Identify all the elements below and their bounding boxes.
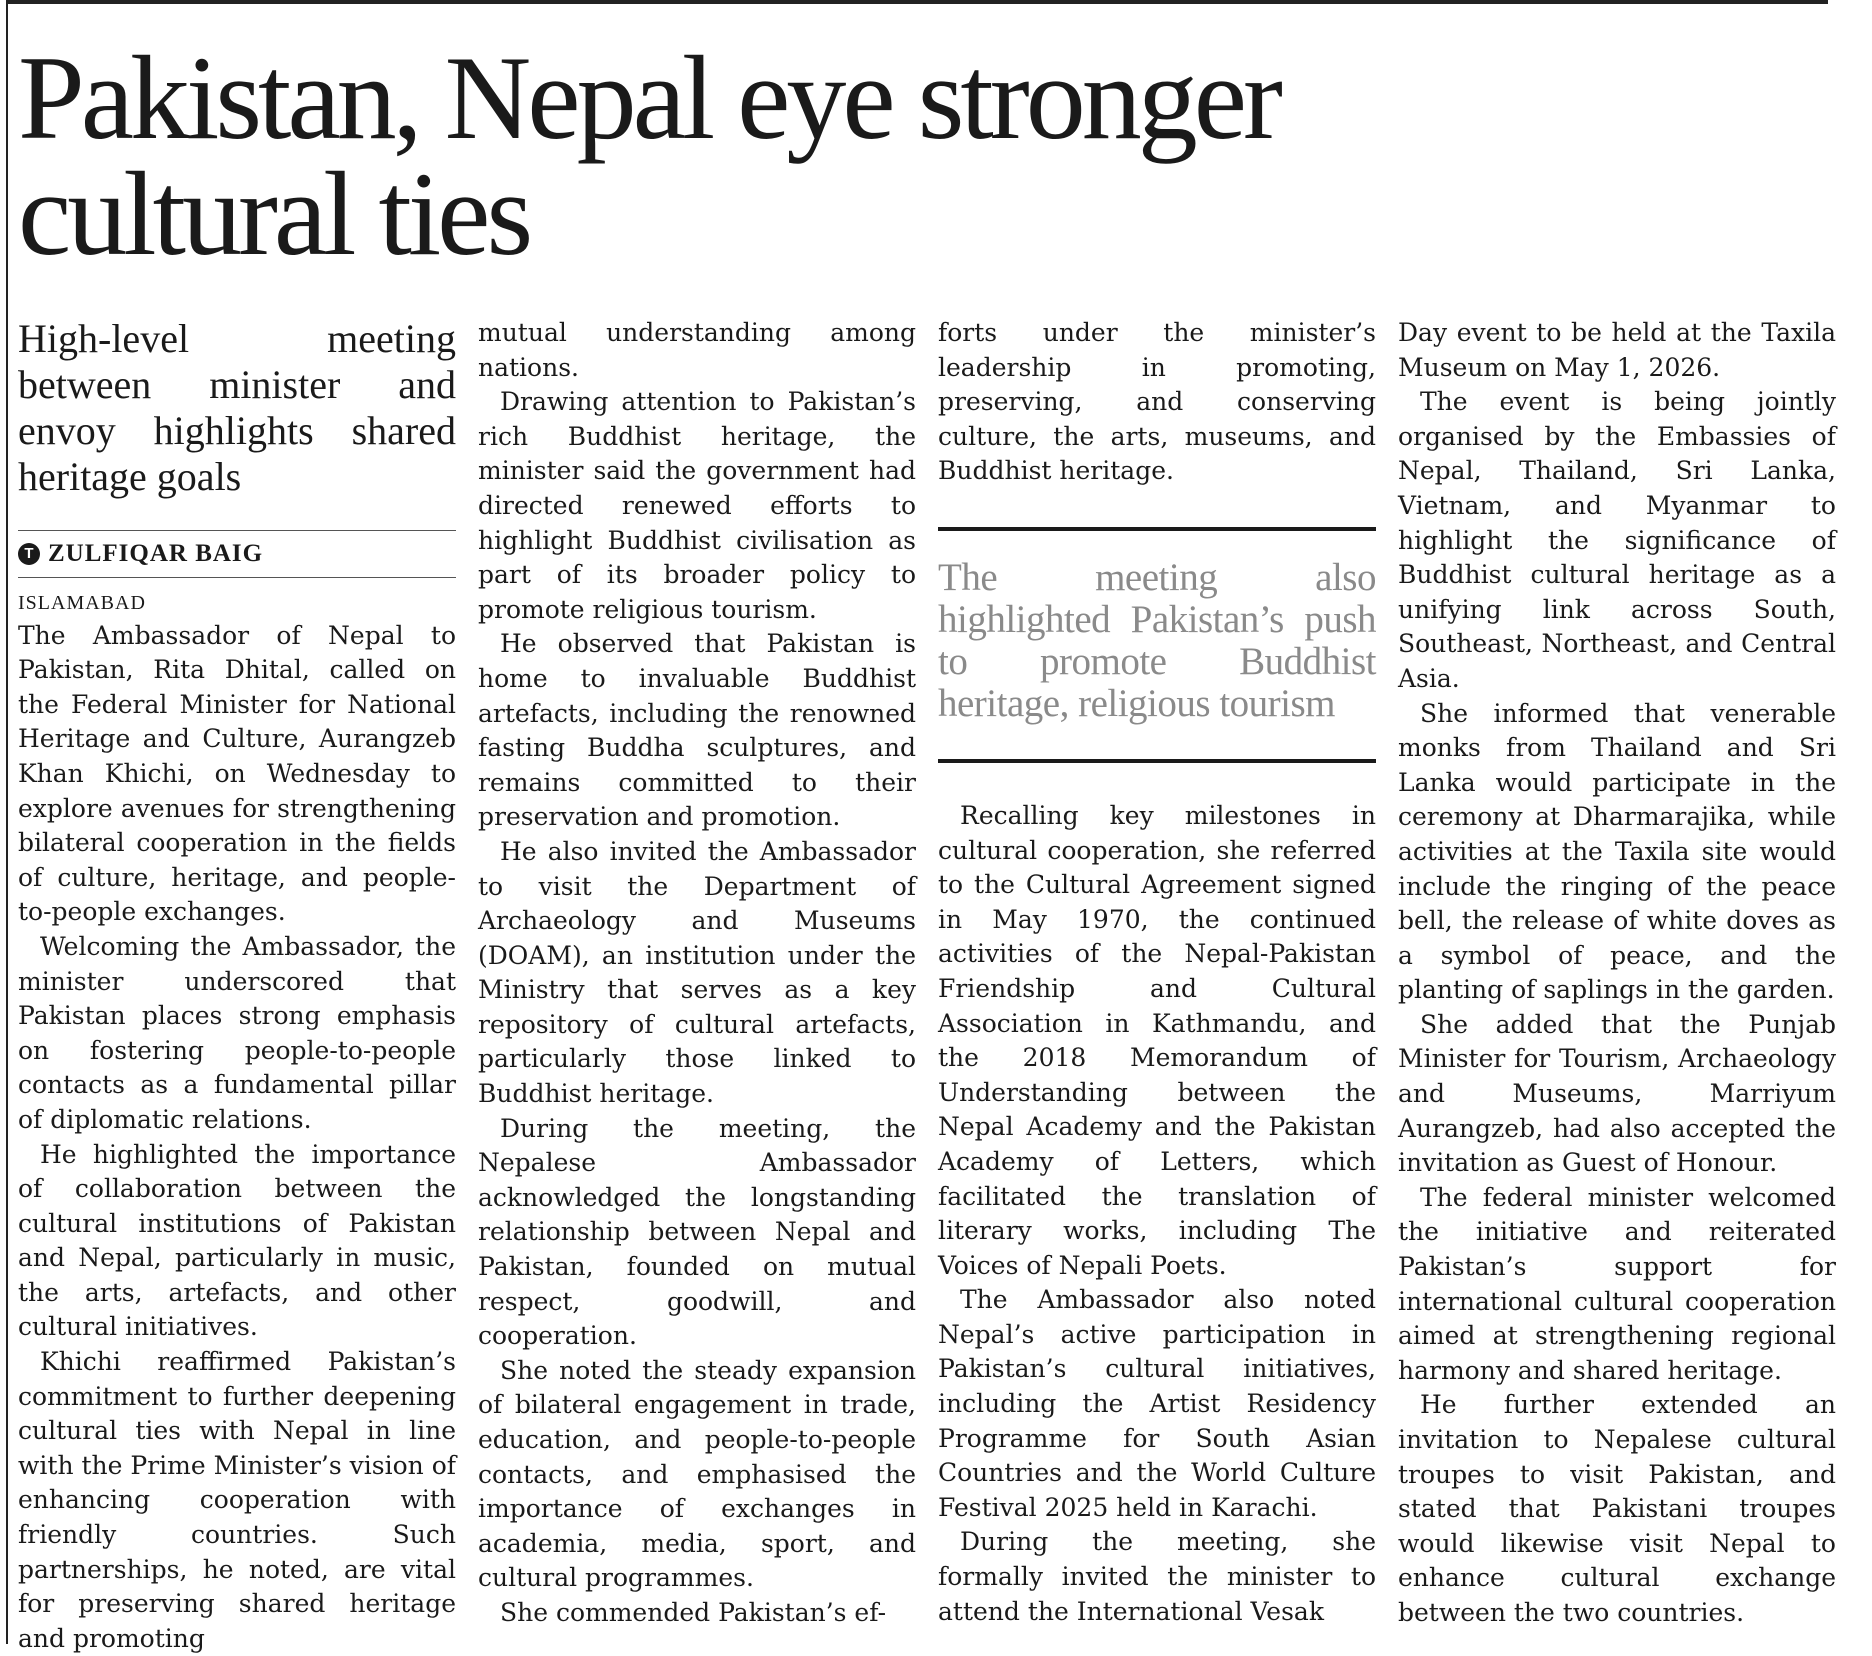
paragraph: Welcoming the Ambassador, the minister underscored that Pakistan places strong emphasis on fostering people-to-people contacts as a fundamental pillar of diplomatic relations.	[18, 931, 456, 1134]
paragraph: She added that the Punjab Minister for Tourism, Archaeology and Museums, Marriyum Aurangzeb, had also accepted the invitation as Guest of Honour.	[1398, 1009, 1836, 1178]
paragraph: The federal minister welcomed the initiative and reiterated Pakistan’s support for international cultural cooperation aimed at strengthening regional harmony and shared heritage.	[1398, 1182, 1836, 1385]
paragraph: Khichi reaffirmed Pakistan’s commitment to further deepening cultural ties with Nepal in line with the Prime Minister’s vision of enhancing cooperation with friendly countries. Such partnerships, he noted, are vital for preserving shared heritage and promoting	[18, 1347, 456, 1653]
paragraph: He observed that Pakistan is home to invaluable Buddhist artefacts, including the renowned fasting Buddha sculptures, and remains committed to their preservation and promotion.	[478, 629, 916, 832]
headline-line-1: Pakistan, Nepal eye stronger	[18, 31, 1279, 164]
byline: ZULFIQAR BAIG	[48, 540, 264, 567]
paragraph: mutual understanding among nations.	[478, 318, 916, 382]
paragraph: The Ambassador of Nepal to Pakistan, Rita Dhital, called on the Federal Minister for National Heritage and Culture, Aurangzeb Khan Khichi, on Wednesday to explore avenues for strengthening bilateral cooperation in the fields of culture, heritage, and people-to-people exchanges.	[18, 620, 456, 927]
column-3	[938, 316, 1376, 1626]
pull-quote-text: The meeting also highlighted Pakistan’s push to promote Buddhist heritage, religious tourism	[938, 555, 1376, 725]
column-4	[1398, 316, 1836, 1627]
dateline: ISLAMABAD	[18, 592, 146, 614]
byline-row	[18, 530, 456, 569]
column-1	[18, 316, 456, 1653]
paragraph: During the meeting, she formally invited the minister to attend the International Vesak	[938, 1527, 1376, 1626]
paragraph: Day event to be held at the Taxila Museum on May 1, 2026.	[1398, 318, 1836, 382]
dateline-row	[18, 577, 456, 619]
column-2	[478, 316, 916, 1627]
headline-line-2: cultural ties	[18, 147, 530, 280]
page-frame-left-rule	[6, 0, 8, 1644]
headline	[18, 31, 1818, 280]
page-top-rule	[6, 0, 1828, 4]
paragraph: Recalling key milestones in cultural cooperation, she referred to the Cultural Agreement signed in May 1970, the continued activities of the Nepal-Pakistan Friendship and Cultural Association in Kathmandu, and the 2018 Memorandum of Understanding between the Nepal Academy and the Pakistan Academy of Letters, which facilitated the translation of literary works, including The Voices of Nepali Poets.	[938, 800, 1376, 1280]
pull-quote	[938, 527, 1376, 763]
article-body	[18, 316, 1836, 1653]
paragraph: During the meeting, the Nepalese Ambassador acknowledged the longstanding relationship between Nepal and Pakistan, founded on mutual respect, goodwill, and cooperation.	[478, 1113, 916, 1351]
paragraph: He highlighted the importance of collaboration between the cultural institutions of Pakistan and Nepal, particularly in music, the arts, artefacts, and other cultural initiatives.	[18, 1139, 456, 1342]
paragraph: forts under the minister’s leadership in promoting, preserving, and conserving culture, the arts, museums, and Buddhist heritage.	[938, 318, 1376, 486]
paragraph: The event is being jointly organised by the Embassies of Nepal, Thailand, Sri Lanka, Vietnam, and Myanmar to highlight the significance of Buddhist cultural heritage as a unifying link across South, Southeast, Northeast, and Central Asia.	[1398, 387, 1836, 693]
paragraph: She noted the steady expansion of bilateral engagement in trade, education, and people-to-people contacts, and emphasised the importance of exchanges in academia, media, sport, and cultural programmes.	[478, 1355, 916, 1593]
paragraph: Drawing attention to Pakistan’s rich Buddhist heritage, the minister said the government had directed renewed efforts to highlight Buddhist civilisation as part of its broader policy to promote religious tourism.	[478, 387, 916, 624]
paragraph: He further extended an invitation to Nepalese cultural troupes to visit Pakistan, and stated that Pakistani troupes would likewise visit Nepal to enhance cultural exchange between the two countries.	[1398, 1390, 1836, 1627]
paragraph: The Ambassador also noted Nepal’s active participation in Pakistan’s cultural initiatives, including the Artist Residency Programme for South Asian Countries and the World Culture Festival 2025 held in Karachi.	[938, 1285, 1376, 1522]
publication-logo-icon: T	[18, 543, 40, 565]
paragraph: She commended Pakistan’s ef-	[500, 1597, 887, 1627]
paragraph: He also invited the Ambassador to visit the Department of Archaeology and Museums (DOAM), an institution under the Ministry that serves as a key repository of cultural artefacts, particularly those linked to Buddhist heritage.	[478, 836, 916, 1109]
deck: High-level meeting between minister and envoy highlights shared heritage goals	[18, 316, 456, 499]
paragraph: She informed that venerable monks from Thailand and Sri Lanka would participate in the ceremony at Dharmarajika, while activities at the Taxila site would include the ringing of the peace bell, the release of white doves as a symbol of peace, and the planting of saplings in the garden.	[1398, 698, 1836, 1005]
